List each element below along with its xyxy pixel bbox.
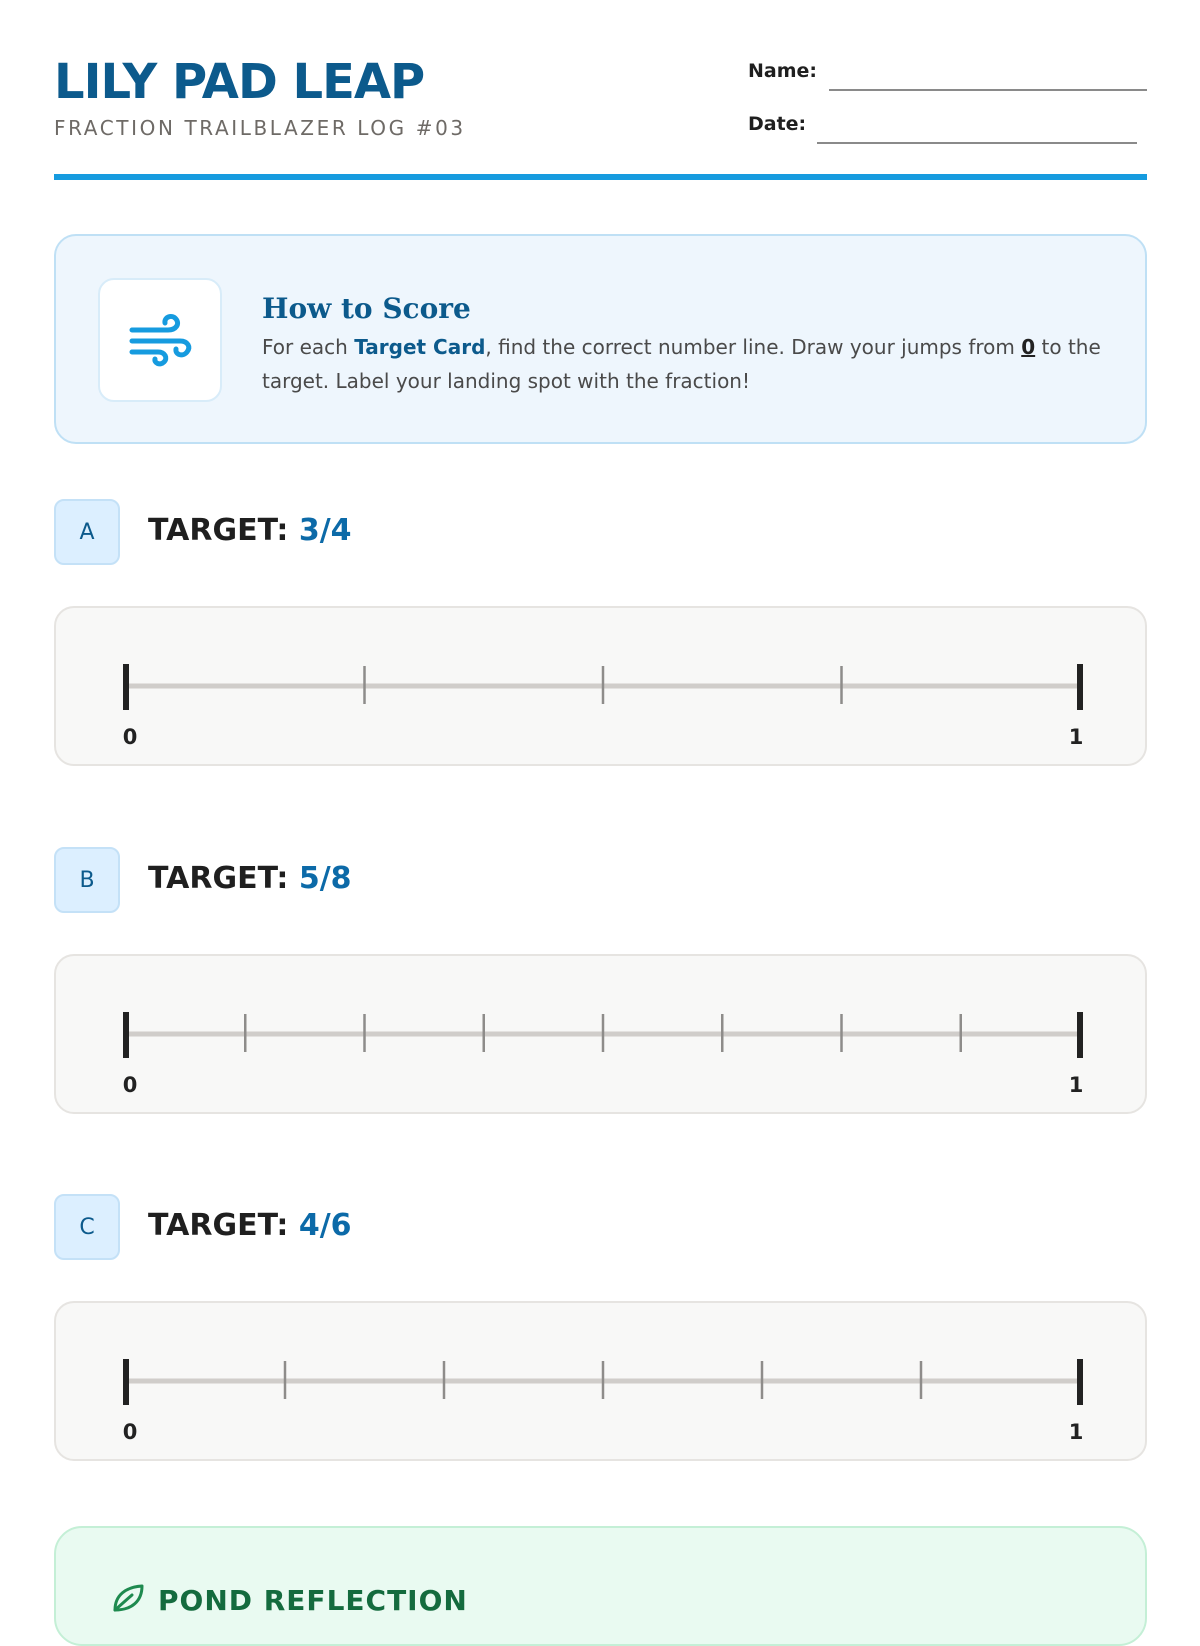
name-field[interactable] (829, 89, 1147, 91)
header-divider (54, 174, 1147, 180)
target-fraction: 4/6 (298, 1208, 352, 1243)
wind-icon-box (98, 278, 222, 402)
end-label: 1 (1068, 1073, 1084, 1097)
problem-letter-badge: C (54, 1194, 120, 1260)
end-label: 1 (1068, 1420, 1084, 1444)
pond-reflection-title: POND REFLECTION (158, 1584, 468, 1617)
number-line-b[interactable] (56, 956, 1149, 1116)
how-to-score-panel (54, 234, 1147, 444)
start-label: 0 (122, 1073, 138, 1097)
zero-term: 0 (1021, 335, 1036, 359)
page-subtitle: FRACTION TRAILBLAZER LOG #03 (54, 116, 466, 140)
target-fraction: 3/4 (298, 513, 352, 548)
name-label: Name: (748, 60, 818, 82)
problem-letter-badge: A (54, 499, 120, 565)
target-label: TARGET: 5/8 (148, 861, 352, 896)
target-card-term: Target Card (354, 335, 486, 359)
target-fraction: 5/8 (298, 861, 352, 896)
date-field[interactable] (817, 142, 1137, 144)
leaf-icon (112, 1583, 146, 1613)
problem-c-header (54, 1194, 654, 1260)
wind-icon (128, 314, 192, 366)
how-to-score-instructions: For each Target Card, find the correct number line. Draw your jumps from 0 to the target. Label your landing spot with the fraction! (262, 335, 1101, 393)
page-title: LILY PAD LEAP (54, 54, 425, 110)
pond-reflection-panel (54, 1526, 1147, 1646)
number-line-card-a (54, 606, 1147, 766)
start-label: 0 (122, 725, 138, 749)
number-line-card-b (54, 954, 1147, 1114)
problem-b-header (54, 847, 654, 913)
how-to-score-title: How to Score (262, 292, 471, 325)
end-label: 1 (1068, 725, 1084, 749)
start-label: 0 (122, 1420, 138, 1444)
target-label: TARGET: 4/6 (148, 1208, 352, 1243)
number-line-a[interactable] (56, 608, 1149, 768)
date-label: Date: (748, 113, 807, 135)
number-line-c[interactable] (56, 1303, 1149, 1463)
target-label: TARGET: 3/4 (148, 513, 352, 548)
problem-a-header (54, 499, 654, 565)
problem-letter-badge: B (54, 847, 120, 913)
worksheet-header (54, 0, 1147, 182)
number-line-card-c (54, 1301, 1147, 1461)
